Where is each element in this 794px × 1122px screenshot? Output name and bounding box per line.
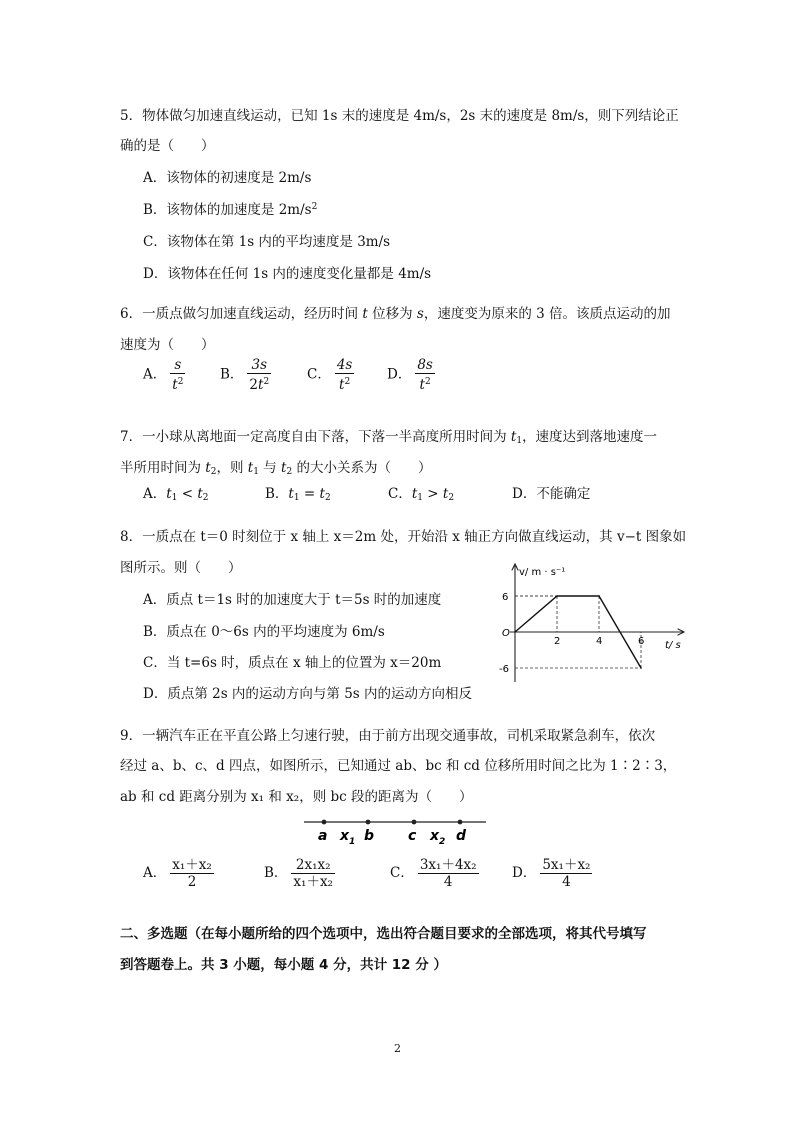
q9-option-d (512, 857, 596, 890)
q7-text-b: ，速度达到落地速度一 (522, 429, 658, 445)
chart-data-point (640, 667, 642, 669)
q6-option-a (143, 357, 189, 393)
q9-option-d-denominator: 4 (562, 874, 571, 890)
chart-y-tick-label: -6 (499, 664, 509, 675)
q5-option-d: D．该物体在任何 1s 内的速度变化量都是 4m/s (143, 266, 432, 282)
q7-option-a (143, 482, 209, 503)
q7-option-a-t2-sub: 2 (202, 493, 209, 503)
q7-var-t1-sub: 1 (516, 436, 523, 446)
q6-option-d-den-exp: 2 (424, 377, 431, 387)
q7-option-c-label: C． (388, 486, 412, 502)
point-d-dot (458, 820, 463, 825)
q9-option-b-fraction (291, 857, 335, 890)
point-c-label: c (408, 828, 417, 844)
q5-stem-line1: 5．物体做匀加速直线运动，已知 1s 末的速度是 4m/s，2s 末的速度是 8m/s，则下列结论正 (120, 108, 679, 124)
q7-option-c-t2: t (442, 486, 449, 502)
q8-option-b: B．质点在 0～6s 内的平均速度为 6m/s (143, 624, 385, 640)
q5-option-b-text: B．该物体的加速度是 2m/s (143, 202, 312, 218)
segment-x1-label: $x_1$ (340, 828, 356, 847)
point-b-dot (366, 820, 371, 825)
road-diagram (300, 812, 490, 848)
q7-option-c-t1-sub: 1 (417, 493, 424, 503)
q9-option-a-fraction (170, 857, 214, 890)
q6-option-d-numerator: 8s (417, 357, 433, 373)
q9-option-c (390, 857, 483, 890)
chart-data-point (556, 595, 558, 597)
chart-x-label: t/ s (665, 640, 681, 651)
q6-option-d (387, 357, 439, 393)
q6-option-b (220, 357, 275, 393)
q6-option-d-den-var: t (419, 377, 425, 393)
q6-option-a-den-var: t (172, 377, 178, 393)
q7-text-a: 7．一小球从离地面一定高度自由下落，下落一半高度所用时间为 (120, 429, 511, 445)
q6-option-a-fraction (170, 357, 185, 393)
q7-option-a-t2: t (197, 486, 203, 502)
q9-stem-line1: 9．一辆汽车正在平直公路上匀速行驶，由于前方出现交通事故，司机采取紧急刹车，依次 (120, 728, 656, 744)
q6-option-b-fraction (247, 357, 271, 393)
q9-option-d-label: D． (512, 865, 537, 881)
q8-option-d: D．质点第 2s 内的运动方向与第 5s 内的运动方向相反 (143, 686, 473, 702)
q7-option-b-t2: t (319, 486, 325, 502)
q7-stem-line2 (120, 456, 432, 477)
q9-option-a-denominator: 2 (187, 874, 197, 890)
segment-x2-label: $x_2$ (430, 828, 446, 847)
q8-option-a: A．质点 t＝1s 时的加速度大于 t＝5s 时的加速度 (143, 592, 442, 608)
q9-option-d-fraction (540, 857, 592, 890)
q7-option-b-t1: t (288, 486, 294, 502)
q9-option-c-label: C． (390, 865, 414, 881)
q9-option-a (143, 857, 218, 890)
q6-option-d-label: D． (387, 366, 412, 383)
q6-option-c (307, 357, 358, 393)
q7-option-b-t2-sub: 2 (324, 493, 331, 503)
q5-option-b (143, 198, 317, 218)
q7-option-a-relation: < (177, 486, 198, 502)
q8-option-c: C．当 t=6s 时，质点在 x 轴上的位置为 x＝20m (143, 655, 442, 671)
q7-option-a-t1: t (166, 486, 172, 502)
point-a-dot (322, 820, 327, 825)
q6-option-b-den-coef: 2 (249, 377, 259, 393)
q7-stem-line1 (120, 425, 657, 446)
q6-text-c: ，速度变为原来的 3 倍。该质点运动的加 (423, 306, 671, 322)
q7-option-b-relation: = (299, 486, 320, 502)
q7-var-t1b: t (247, 460, 254, 476)
q7-text-c: 半所用时间为 (120, 460, 206, 476)
page-number: 2 (394, 1042, 401, 1055)
q7-var-t1b-sub: 1 (253, 467, 259, 477)
q9-stem-line2: 经过 a、b、c、d 四点，如图所示，已知通过 ab、bc 和 cd 位移所用时间之比为 1∶2∶3， (120, 758, 677, 774)
chart-data-point (598, 595, 600, 597)
q6-option-c-numerator: 4s (336, 357, 353, 373)
q7-option-b-t1-sub: 1 (293, 493, 300, 503)
q6-stem-line2: 速度为（ ） (120, 337, 215, 353)
q7-var-t2b: t (281, 460, 287, 476)
q6-option-c-fraction (335, 357, 355, 393)
q5-stem-line2: 确的是（ ） (120, 138, 215, 154)
q7-option-c (388, 482, 454, 503)
point-d-label: d (456, 828, 467, 844)
chart-x-tick-label: 6 (638, 636, 645, 647)
q5-option-a: A．该物体的初速度是 2m/s (143, 170, 312, 186)
q6-option-b-den-exp: 2 (263, 377, 270, 387)
q9-option-a-numerator: x₁＋x₂ (172, 857, 212, 873)
q6-option-b-den-var: t (258, 377, 264, 393)
q9-option-c-fraction (418, 857, 479, 890)
q6-option-c-den-var: t (339, 377, 345, 393)
q6-option-b-label: B． (220, 366, 244, 383)
q7-text-e: 与 (258, 460, 282, 476)
q7-option-b-label: B． (265, 486, 289, 502)
section2-heading-line2: 到答题卷上。共 3 小题，每小题 4 分，共计 12 分 ） (120, 957, 447, 973)
q6-option-a-numerator: s (170, 357, 185, 374)
q9-stem-line3: ab 和 cd 距离分别为 x₁ 和 x₂，则 bc 段的距离为（ ） (120, 789, 473, 805)
q7-var-t1: t (510, 429, 517, 445)
chart-x-tick-label: 2 (554, 636, 561, 647)
q6-text-a: 6．一质点做匀加速直线运动，经历时间 (120, 306, 363, 322)
point-c-dot (412, 820, 417, 825)
q6-option-d-fraction (415, 357, 435, 393)
q6-option-b-numerator: 3s (247, 357, 271, 374)
q9-option-b-label: B． (264, 865, 288, 881)
q8-stem-line2: 图所示。则（ ） (120, 560, 242, 576)
q6-var-t: t (362, 306, 368, 322)
q9-option-d-numerator: 5x₁＋x₂ (542, 857, 591, 873)
q9-option-b-numerator: 2x₁x₂ (291, 857, 335, 874)
q7-option-d: D．不能确定 (512, 486, 591, 502)
chart-y-label: v/ m · s⁻¹ (519, 567, 566, 578)
point-b-label: b (364, 828, 375, 844)
q7-var-t2b-sub: 2 (286, 467, 293, 477)
chart-origin-label: O (502, 628, 510, 639)
q7-var-t2-sub: 2 (210, 467, 217, 477)
q6-stem-line1 (120, 302, 671, 322)
q5-option-b-exponent: 2 (311, 202, 318, 212)
q6-option-a-label: A． (143, 366, 167, 383)
point-a-label: a (318, 828, 328, 844)
q7-option-a-label: A． (143, 486, 167, 502)
q6-text-b: 位移为 (367, 306, 417, 322)
q9-option-b (264, 857, 339, 890)
q6-option-a-den-exp: 2 (177, 377, 184, 387)
chart-data-point (514, 631, 516, 633)
q9-option-c-denominator: 4 (443, 874, 453, 890)
q8-stem-line1: 8．一质点在 t＝0 时刻位于 x 轴上 x＝2m 处，开始沿 x 轴正方向做直线运动，其 v−t 图象如 (120, 529, 687, 545)
chart-y-tick-label: 6 (502, 592, 509, 603)
q5-option-c: C．该物体在第 1s 内的平均速度是 3m/s (143, 234, 391, 250)
q9-option-b-denominator: x₁＋x₂ (293, 874, 333, 890)
q7-text-d: ，则 (216, 460, 248, 476)
q7-option-b (265, 482, 331, 503)
q7-text-f: 的大小关系为（ ） (292, 460, 432, 476)
section2-heading-line1: 二、多选题（在每小题所给的四个选项中，选出符合题目要求的全部选项，将其代号填写 (120, 926, 647, 942)
q6-var-s: s (416, 306, 424, 322)
q7-option-c-t1: t (411, 486, 418, 502)
q9-option-c-numerator: 3x₁＋4x₂ (419, 857, 477, 873)
q6-option-c-den-exp: 2 (344, 377, 351, 387)
q6-option-c-label: C． (307, 366, 331, 383)
chart-x-tick-label: 4 (596, 636, 603, 647)
q7-var-t2: t (205, 460, 211, 476)
q7-option-a-t1-sub: 1 (171, 493, 178, 503)
vt-chart (490, 560, 690, 690)
q9-option-a-label: A． (143, 865, 167, 881)
q7-option-c-t2-sub: 2 (448, 493, 455, 503)
q7-option-c-relation: > (423, 486, 443, 502)
